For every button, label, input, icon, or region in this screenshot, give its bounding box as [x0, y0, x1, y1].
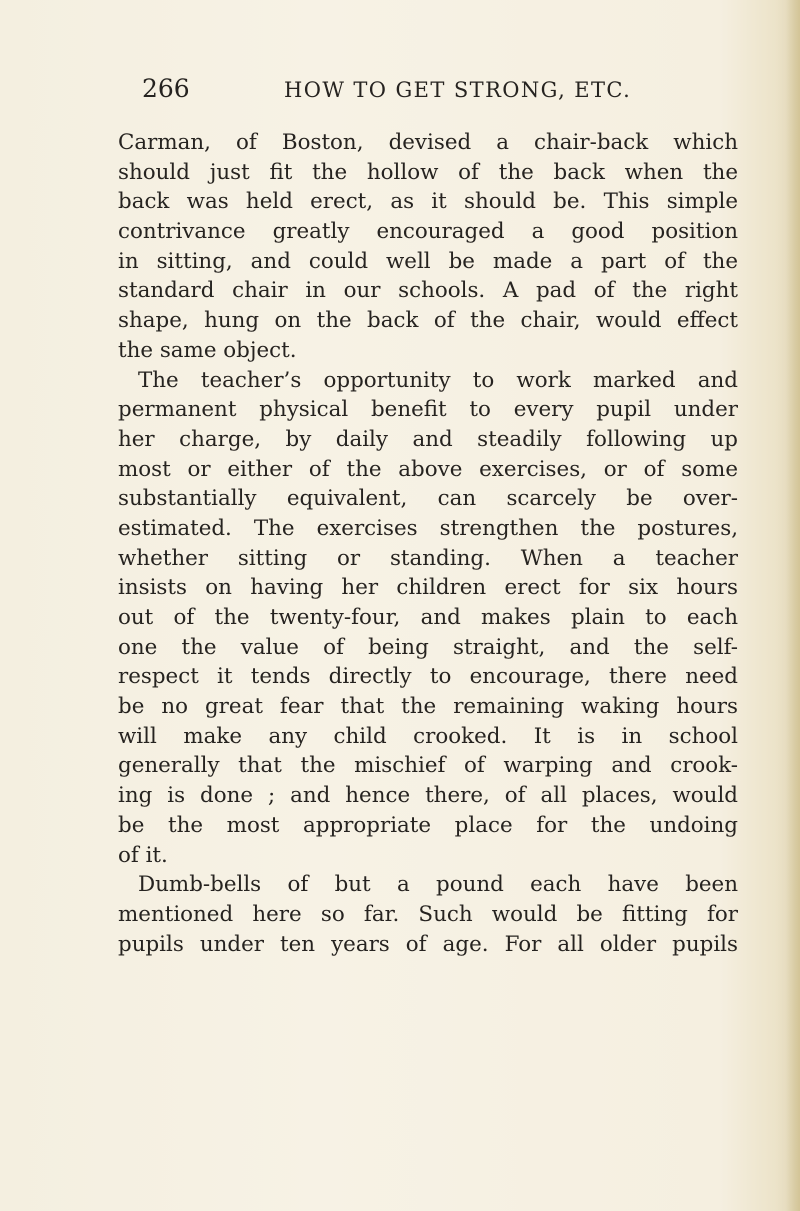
text-line: generally that the mischief of warping and crook- [118, 753, 738, 779]
text-line: contrivance greatly encouraged a good position [118, 219, 738, 245]
text-line: will make any child crooked. It is in school [118, 723, 738, 749]
paragraph-start-line: Dumb-bells of but a pound each have been [138, 872, 738, 898]
text-line: permanent physical benefit to every pupil under [118, 397, 738, 423]
text-line: most or either of the above exercises, or of some [118, 456, 738, 482]
text-line: in sitting, and could well be made a part of the [118, 248, 738, 274]
body-text [118, 128, 738, 959]
text-line: respect it tends directly to encourage, there need [118, 664, 738, 690]
text-line: ing is done ; and hence there, of all places, would [118, 783, 738, 809]
text-line: of it. [118, 842, 168, 868]
text-line: mentioned here so far. Such would be fitting for [118, 901, 738, 927]
text-line: whether sitting or standing. When a teacher [118, 545, 738, 571]
page-edge-shadow [786, 0, 800, 1211]
paragraph-start-line: The teacher’s opportunity to work marked and [138, 367, 738, 393]
text-line: her charge, by daily and steadily following up [118, 426, 738, 452]
text-line: one the value of being straight, and the self- [118, 634, 738, 660]
text-line: shape, hung on the back of the chair, would effect [118, 308, 738, 334]
text-line: insists on having her children erect for six hours [118, 575, 738, 601]
text-line: be the most appropriate place for the undoing [118, 812, 738, 838]
text-line: should just fit the hollow of the back when the [118, 159, 738, 185]
text-line: estimated. The exercises strengthen the postures, [118, 515, 738, 541]
text-line: the same object. [118, 337, 297, 363]
text-line: out of the twenty-four, and makes plain to each [118, 605, 738, 630]
text-line: substantially equivalent, can scarcely be over- [118, 486, 738, 512]
page-number: 266 [142, 74, 190, 103]
page-header [142, 74, 702, 114]
running-head: HOW TO GET STRONG, ETC. [284, 78, 632, 102]
text-line: be no great fear that the remaining waking hours [118, 694, 738, 720]
text-line: standard chair in our schools. A pad of the right [118, 278, 738, 304]
text-line: back was held erect, as it should be. This simple [118, 189, 738, 215]
text-line: Carman, of Boston, devised a chair-back which [118, 130, 738, 155]
text-line: pupils under ten years of age. For all older pupils [118, 931, 738, 957]
